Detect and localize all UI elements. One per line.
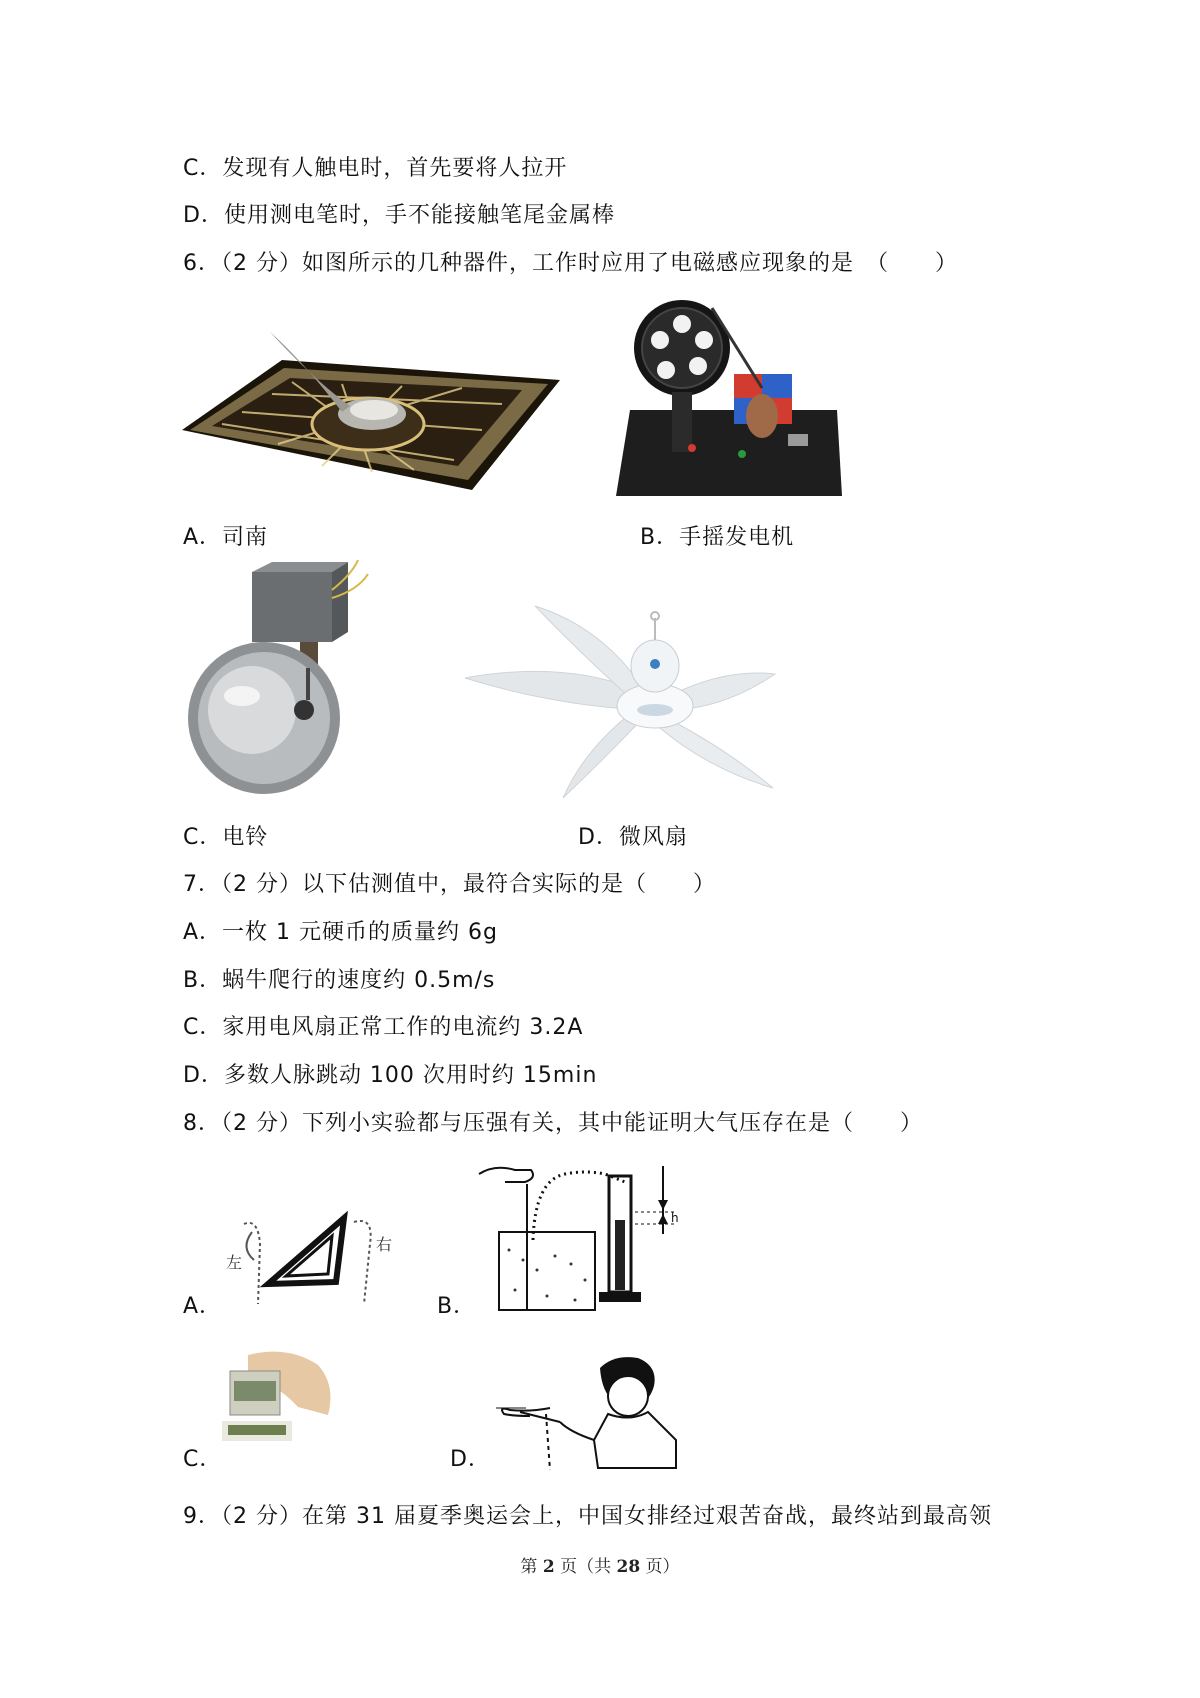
boy-blowing-paper-image bbox=[490, 1352, 680, 1472]
electric-bell-image bbox=[182, 560, 382, 800]
q6-label-b: B．手摇发电机 bbox=[640, 525, 795, 550]
pressure-tube-experiment-image bbox=[475, 1160, 695, 1320]
triangle-ruler-fingers-image bbox=[224, 1204, 400, 1316]
hand-cup-image bbox=[218, 1345, 336, 1469]
page-footer bbox=[0, 1552, 1200, 1577]
q8-label-b: B． bbox=[437, 1294, 477, 1319]
h-label: h bbox=[671, 1211, 679, 1225]
q6-label-a: A．司南 bbox=[183, 525, 269, 550]
q5-option-d: D．使用测电笔时，手不能接触笔尾金属棒 bbox=[183, 203, 615, 228]
q5-option-c: C．发现有人触电时，首先要将人拉开 bbox=[183, 156, 568, 181]
footer-total-pages: 28 bbox=[616, 1557, 641, 1577]
sinan-compass-image bbox=[182, 320, 560, 492]
q6-label-d: D．微风扇 bbox=[578, 825, 688, 850]
q8-label-d: D． bbox=[450, 1447, 491, 1472]
q9-stem: 9．（2 分）在第 31 届夏季奥运会上，中国女排经过艰苦奋战，最终站到最高领 bbox=[183, 1504, 992, 1529]
q7-option-a: A．一枚 1 元硬币的质量约 6g bbox=[183, 920, 498, 945]
q7-option-d: D．多数人脉跳动 100 次用时约 15min bbox=[183, 1063, 598, 1088]
mini-fan-image bbox=[455, 598, 795, 803]
left-label: 左 bbox=[226, 1253, 243, 1272]
footer-middle: 页（共 bbox=[554, 1557, 617, 1577]
q7-option-b: B．蜗牛爬行的速度约 0.5m/s bbox=[183, 968, 496, 993]
right-label: 右 bbox=[376, 1235, 393, 1254]
q6-label-c: C．电铃 bbox=[183, 825, 269, 850]
q8-label-c: C． bbox=[183, 1447, 223, 1472]
q7-stem: 7．（2 分）以下估测值中，最符合实际的是（ ） bbox=[183, 872, 716, 897]
footer-prefix: 第 bbox=[520, 1557, 543, 1577]
q8-stem: 8．（2 分）下列小实验都与压强有关，其中能证明大气压存在是（ ） bbox=[183, 1111, 923, 1136]
hand-crank-generator-image bbox=[612, 298, 842, 498]
footer-page-number: 2 bbox=[542, 1557, 555, 1577]
q7-option-c: C．家用电风扇正常工作的电流约 3.2A bbox=[183, 1015, 584, 1040]
footer-suffix: 页） bbox=[640, 1557, 680, 1577]
q6-stem: 6．（2 分）如图所示的几种器件，工作时应用了电磁感应现象的是 （ ） bbox=[183, 251, 958, 276]
q8-label-a: A． bbox=[183, 1294, 223, 1319]
